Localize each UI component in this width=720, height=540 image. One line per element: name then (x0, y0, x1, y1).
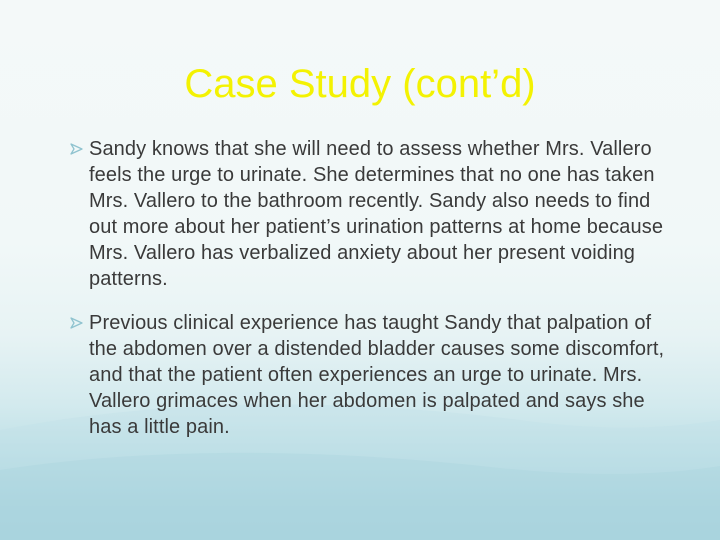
slide-title: Case Study (cont’d) (184, 62, 536, 106)
bullet-item (70, 310, 670, 440)
bullet-list (70, 136, 670, 458)
bullet-text: Sandy knows that she will need to assess whether Mrs. Vallero feels the urge to urinate. She determines that no one has taken Mrs. Vallero to the bathroom recently. Sandy also needs to find out more about her patient’s urination patterns at home because Mrs. Vallero has verbalized anxiety about her present voiding patterns. (89, 138, 664, 290)
bullet-text: Previous clinical experience has taught Sandy that palpation of the abdomen over a distended bladder causes some discomfort, and that the patient often experiences an urge to urinate. Mrs. Vallero grimaces when her abdomen is palpated and says she has a little pain. (89, 312, 665, 438)
bullet-arrow-icon (70, 317, 84, 329)
bullet-arrow-icon (70, 143, 84, 155)
bullet-item (70, 136, 670, 292)
